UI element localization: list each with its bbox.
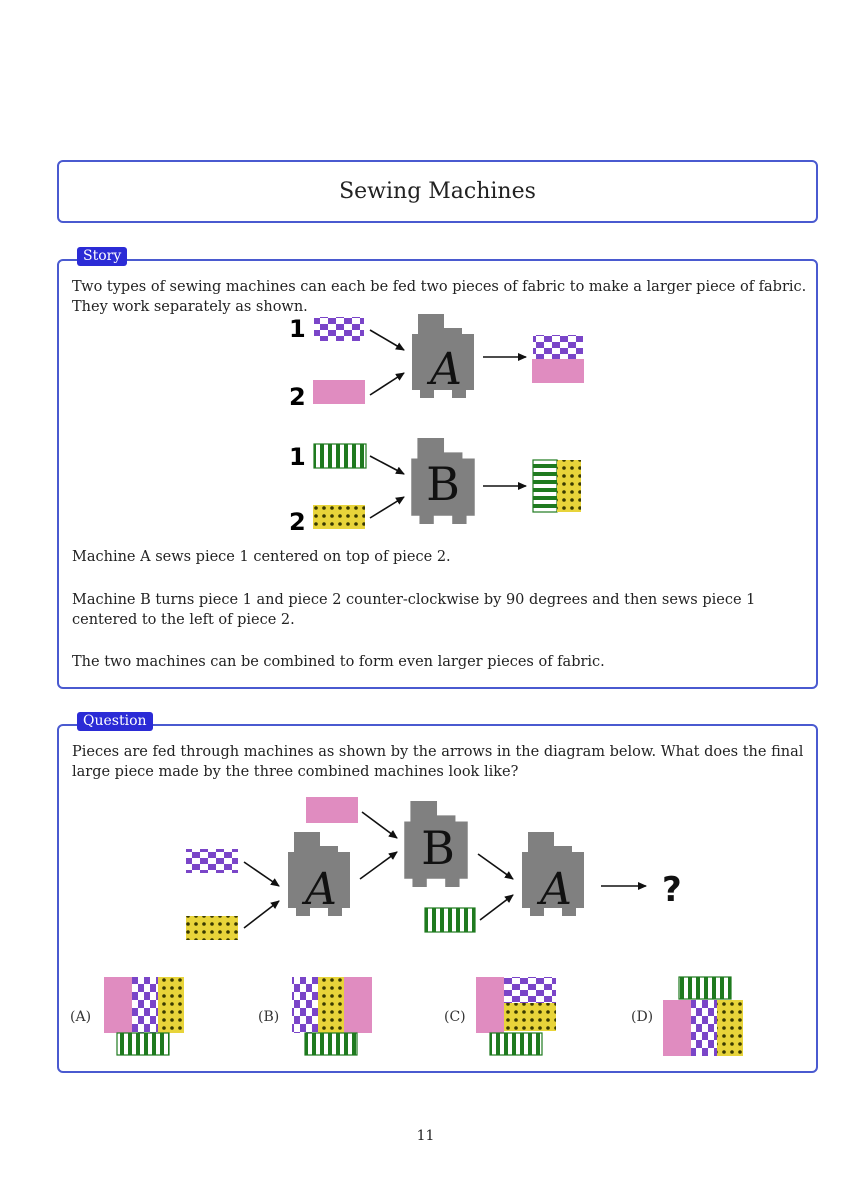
page-number: 11 xyxy=(416,1128,435,1144)
machine-letter: A xyxy=(305,864,337,915)
result-pink-bottom xyxy=(532,359,584,383)
result-checkered-top xyxy=(533,335,583,359)
machine-b-letter: B xyxy=(426,457,460,511)
dotted-piece xyxy=(313,505,365,529)
result-striped-left xyxy=(533,460,557,512)
option-c-figure[interactable] xyxy=(476,977,556,1055)
question-tag: Question xyxy=(77,712,153,731)
striped-piece xyxy=(314,444,366,468)
page-title: Sewing Machines xyxy=(339,179,536,204)
question-text: Pieces are fed through machines as shown by the arrows in the diagram below. What does the final large piece made by the three combined machines look like? xyxy=(72,744,804,780)
checkered-piece xyxy=(314,317,364,341)
question-diagram xyxy=(186,797,682,940)
story-tag: Story xyxy=(77,247,127,266)
combined-description: The two machines can be combined to form even larger pieces of fabric. xyxy=(72,654,605,670)
question-mark: ? xyxy=(662,870,682,910)
machine-b-description: Machine B turns piece 1 and piece 2 counter-clockwise by 90 degrees and then sews piece 1 centered to the left of piece 2. xyxy=(72,592,756,628)
story-piece-label: 2 xyxy=(289,383,306,411)
option-d-label[interactable]: (D) xyxy=(631,1009,654,1025)
story-piece-label: 1 xyxy=(289,315,306,343)
result-dotted-right xyxy=(557,460,581,512)
story-piece-label: 2 xyxy=(289,508,306,536)
pink-piece xyxy=(313,380,365,404)
story-intro: Two types of sewing machines can each be fed two pieces of fabric to make a larger piece of fabric. They work separately as shown. xyxy=(72,279,807,315)
machine-a-description: Machine A sews piece 1 centered on top of piece 2. xyxy=(72,549,451,565)
machine-a-letter: A xyxy=(430,344,462,395)
option-b-figure[interactable] xyxy=(292,977,372,1055)
option-a-figure[interactable] xyxy=(104,977,184,1055)
machine-letter: A xyxy=(540,864,572,915)
dotted-piece xyxy=(186,916,238,940)
option-a-label[interactable]: (A) xyxy=(70,1009,92,1025)
option-d-figure[interactable] xyxy=(663,977,743,1056)
machine-letter: B xyxy=(421,821,455,875)
striped-piece xyxy=(425,908,475,932)
option-b-label[interactable]: (B) xyxy=(258,1009,280,1025)
pink-piece xyxy=(306,797,358,823)
story-machine-b-diagram xyxy=(289,438,581,536)
option-c-label[interactable]: (C) xyxy=(444,1009,466,1025)
checkered-piece xyxy=(186,849,238,873)
story-machine-a-diagram xyxy=(289,314,584,411)
story-piece-label: 1 xyxy=(289,443,306,471)
